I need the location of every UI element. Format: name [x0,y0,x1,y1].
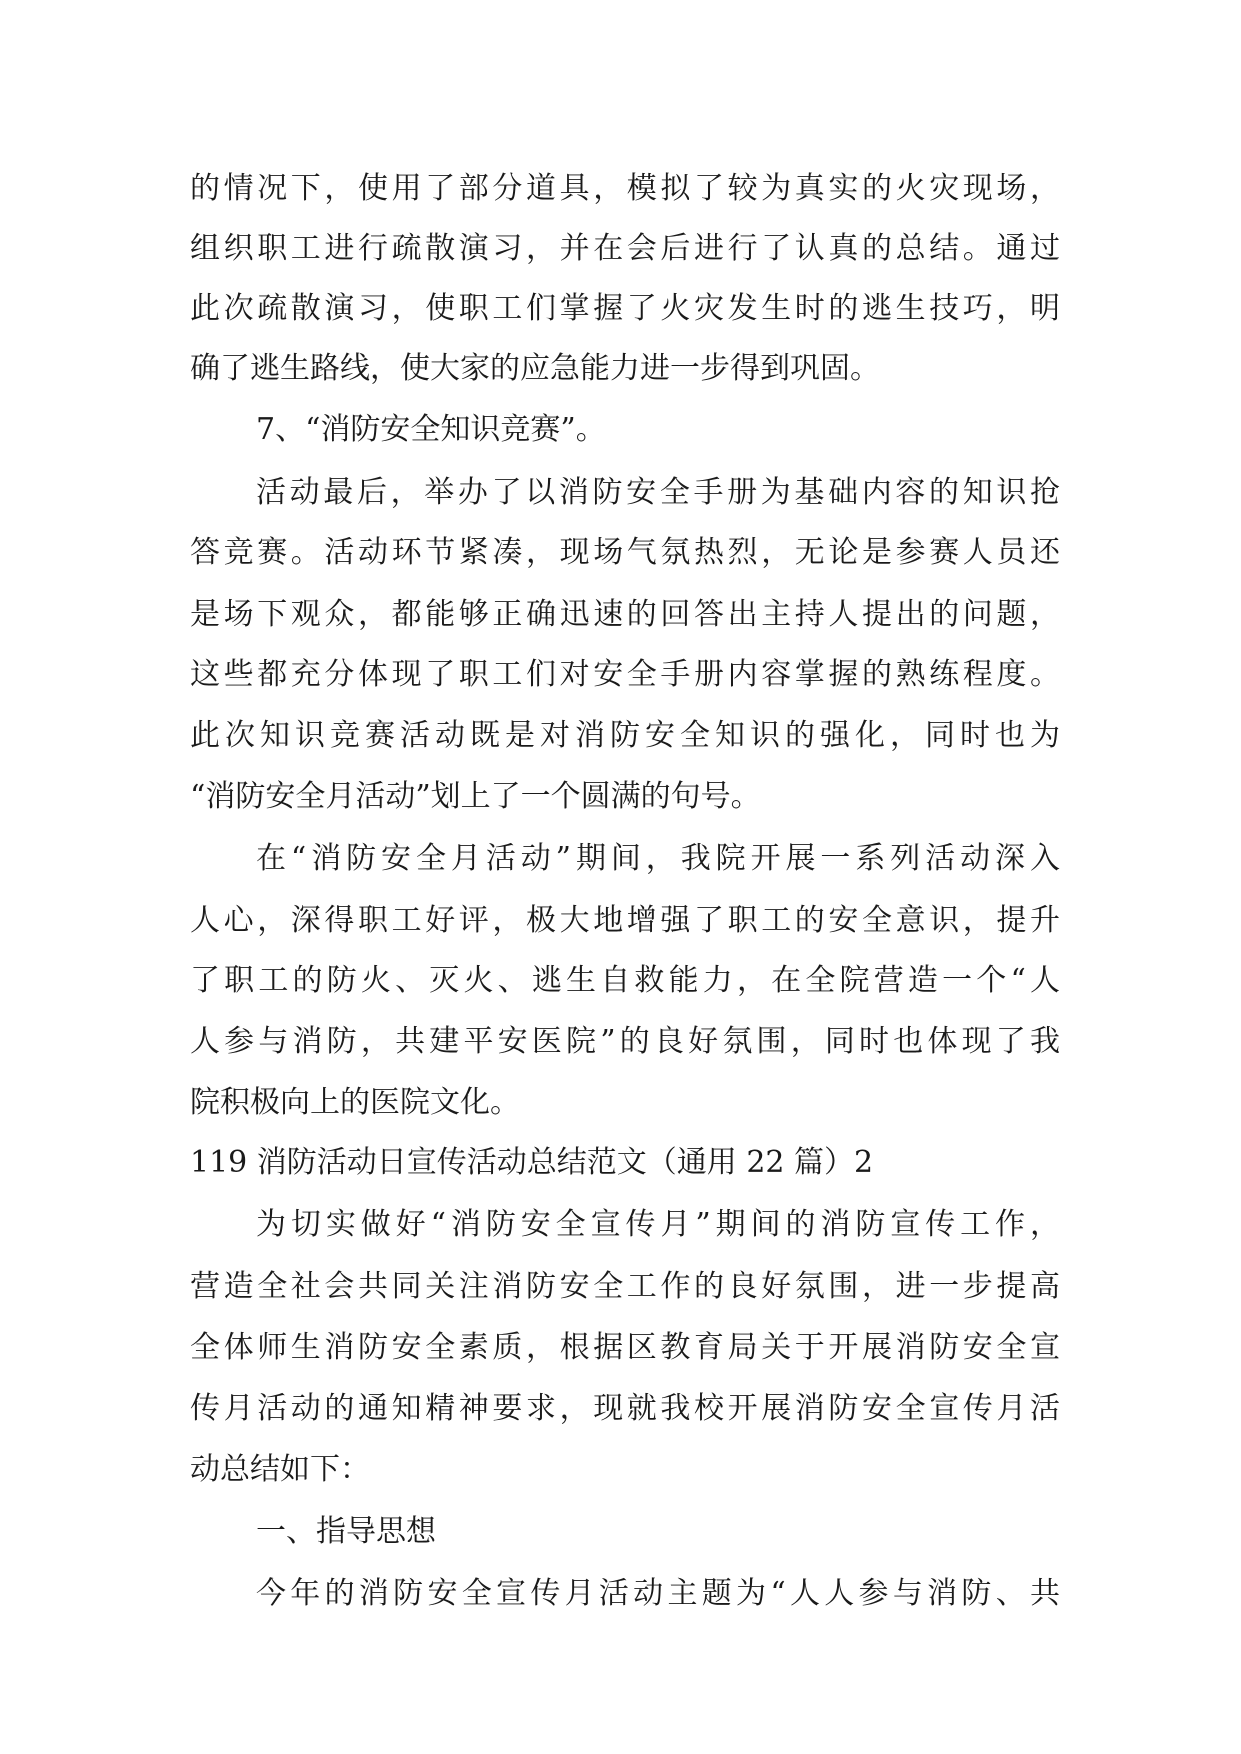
body-text-line: 今年的消防安全宣传月活动主题为“人人参与消防、共 [256,1576,1060,1611]
body-text-line: 营造全社会共同关注消防安全工作的良好氛围，进一步提高 [190,1269,1060,1304]
body-text-line: 动总结如下： [190,1452,370,1487]
body-text-line: 院积极向上的医院文化。 [190,1085,520,1120]
body-text-line: 答竞赛。活动环节紧凑，现场气氛热烈，无论是参赛人员还 [190,535,1060,570]
body-text-line: 是场下观众，都能够正确迅速的回答出主持人提出的问题， [190,597,1060,632]
body-text-line: 为切实做好“消防安全宣传月”期间的消防宣传工作， [256,1207,1060,1242]
body-text-line: 全体师生消防安全素质，根据区教育局关于开展消防安全宣 [190,1330,1060,1365]
section-heading-line: 一、指导思想 [256,1514,436,1549]
article-title-line: 119 消防活动日宣传活动总结范文（通用 22 篇）2 [190,1145,874,1180]
body-text-line: 了职工的防火、灭火、逃生自救能力，在全院营造一个“人 [190,963,1060,998]
body-text-line: 这些都充分体现了职工们对安全手册内容掌握的熟练程度。 [190,657,1060,692]
body-text-line: 组织职工进行疏散演习，并在会后进行了认真的总结。通过 [190,231,1060,266]
body-text-line: 人参与消防，共建平安医院”的良好氛围，同时也体现了我 [190,1024,1060,1059]
body-text-line: 人心，深得职工好评，极大地增强了职工的安全意识，提升 [190,903,1060,938]
body-text-line: 的情况下，使用了部分道具，模拟了较为真实的火灾现场， [190,171,1060,206]
body-text-line: 活动最后，举办了以消防安全手册为基础内容的知识抢 [256,475,1060,510]
body-text-line: 在“消防安全月活动”期间，我院开展一系列活动深入 [256,841,1060,876]
body-text-line: 确了逃生路线，使大家的应急能力进一步得到巩固。 [190,351,880,386]
section-heading-line: 7、“消防安全知识竞赛”。 [256,412,606,447]
body-text-line: 此次知识竞赛活动既是对消防安全知识的强化，同时也为 [190,718,1060,753]
body-text-line: 传月活动的通知精神要求，现就我校开展消防安全宣传月活 [190,1391,1060,1426]
body-text-line: “消防安全月活动”划上了一个圆满的句号。 [190,779,761,814]
body-text-line: 此次疏散演习，使职工们掌握了火灾发生时的逃生技巧，明 [190,291,1060,326]
